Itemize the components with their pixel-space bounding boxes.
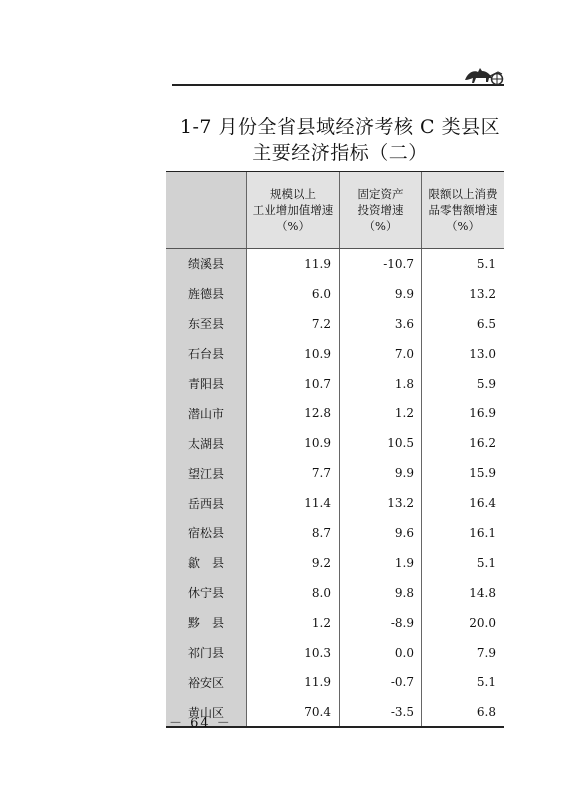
column-divider: [339, 172, 340, 248]
row-name-cell: 岳西县: [166, 488, 246, 518]
column-divider: [246, 172, 247, 248]
fixed-investment-cell: -10.7: [383, 256, 414, 271]
retail-sales-cell: 13.2: [469, 286, 496, 301]
retail-sales-cell: 14.8: [469, 585, 496, 600]
fixed-investment-cell: -0.7: [390, 675, 414, 690]
fixed-investment-cell: 9.9: [394, 466, 414, 481]
retail-sales-cell: 5.1: [476, 675, 496, 690]
industrial-growth-cell: 11.4: [304, 496, 331, 511]
page-number: － 64 －: [169, 716, 232, 731]
industrial-growth-cell: 9.2: [311, 555, 331, 570]
page-subtitle: 主要经济指标（二）: [252, 142, 428, 164]
header-industrial-growth: 规模以上 工业增加值增速 （%）: [247, 172, 339, 248]
industrial-growth-cell: 70.4: [304, 705, 331, 720]
industrial-growth-cell: 7.2: [311, 316, 331, 331]
industrial-growth-cell: 12.8: [304, 406, 331, 421]
table-row: [166, 638, 504, 668]
industrial-growth-cell: 10.9: [304, 436, 331, 451]
fixed-investment-cell: 1.8: [394, 376, 414, 391]
row-name-cell: 旌德县: [166, 279, 246, 309]
table-body: [166, 249, 504, 727]
row-name-cell: 太湖县: [166, 428, 246, 458]
fixed-investment-cell: 9.6: [394, 525, 414, 540]
fixed-investment-cell: 13.2: [387, 496, 414, 511]
retail-sales-cell: 5.1: [476, 555, 496, 570]
fixed-investment-cell: 10.5: [387, 436, 414, 451]
fixed-investment-cell: 9.8: [394, 585, 414, 600]
row-name-cell: 绩溪县: [166, 249, 246, 279]
industrial-growth-cell: 7.7: [311, 466, 331, 481]
row-name-cell: 裕安区: [166, 667, 246, 697]
table-row: [166, 608, 504, 638]
retail-sales-cell: 6.5: [476, 316, 496, 331]
industrial-growth-cell: 10.9: [304, 346, 331, 361]
retail-sales-cell: 6.8: [476, 705, 496, 720]
industrial-growth-cell: 10.7: [304, 376, 331, 391]
page-title: 1-7 月份全省县域经济考核 C 类县区: [179, 116, 501, 138]
fixed-investment-cell: 3.6: [394, 316, 414, 331]
retail-sales-cell: 5.9: [476, 376, 496, 391]
table-row: [166, 369, 504, 399]
header-rule: [172, 84, 504, 86]
industrial-growth-cell: 11.9: [304, 675, 331, 690]
indicator-table: [166, 171, 504, 727]
fixed-investment-cell: -3.5: [390, 705, 414, 720]
horse-chariot-logo-icon: [462, 62, 506, 86]
column-divider: [421, 172, 422, 248]
table-row: [166, 488, 504, 518]
fixed-investment-cell: 1.2: [394, 406, 414, 421]
table-row: [166, 339, 504, 369]
row-name-cell: 宿松县: [166, 518, 246, 548]
industrial-growth-cell: 8.7: [311, 525, 331, 540]
table-row: [166, 518, 504, 548]
retail-sales-cell: 15.9: [469, 466, 496, 481]
table-row: [166, 249, 504, 279]
row-name-cell: 望江县: [166, 458, 246, 488]
retail-sales-cell: 16.4: [469, 496, 496, 511]
fixed-investment-cell: 9.9: [394, 286, 414, 301]
retail-sales-cell: 16.9: [469, 406, 496, 421]
retail-sales-cell: 13.0: [469, 346, 496, 361]
table-row: [166, 428, 504, 458]
fixed-investment-cell: -8.9: [390, 615, 414, 630]
header-retail-sales: 限额以上消费 品零售额增速 （%）: [422, 172, 504, 248]
header-corner: [166, 172, 246, 248]
table-row: [166, 548, 504, 578]
row-name-cell: 休宁县: [166, 578, 246, 608]
row-name-cell: 歙 县: [166, 548, 246, 578]
retail-sales-cell: 20.0: [469, 615, 496, 630]
row-name-cell: 东至县: [166, 309, 246, 339]
fixed-investment-cell: 1.9: [394, 555, 414, 570]
industrial-growth-cell: 11.9: [304, 256, 331, 271]
table-row: [166, 578, 504, 608]
row-name-cell: 潜山市: [166, 398, 246, 428]
row-name-cell: 黄山区: [166, 697, 246, 727]
table-row: [166, 279, 504, 309]
header-fixed-investment: 固定资产 投资增速 （%）: [340, 172, 421, 248]
retail-sales-cell: 5.1: [476, 256, 496, 271]
industrial-growth-cell: 10.3: [304, 645, 331, 660]
row-name-cell: 石台县: [166, 339, 246, 369]
fixed-investment-cell: 7.0: [394, 346, 414, 361]
table-row: [166, 398, 504, 428]
table-row: [166, 458, 504, 488]
fixed-investment-cell: 0.0: [394, 645, 414, 660]
industrial-growth-cell: 6.0: [311, 286, 331, 301]
table-row: [166, 667, 504, 697]
retail-sales-cell: 7.9: [476, 645, 496, 660]
industrial-growth-cell: 8.0: [311, 585, 331, 600]
row-name-cell: 祁门县: [166, 638, 246, 668]
retail-sales-cell: 16.1: [469, 525, 496, 540]
row-name-cell: 青阳县: [166, 369, 246, 399]
row-name-cell: 黟 县: [166, 608, 246, 638]
retail-sales-cell: 16.2: [469, 436, 496, 451]
table-header: [166, 171, 504, 249]
table-row: [166, 309, 504, 339]
industrial-growth-cell: 1.2: [311, 615, 331, 630]
